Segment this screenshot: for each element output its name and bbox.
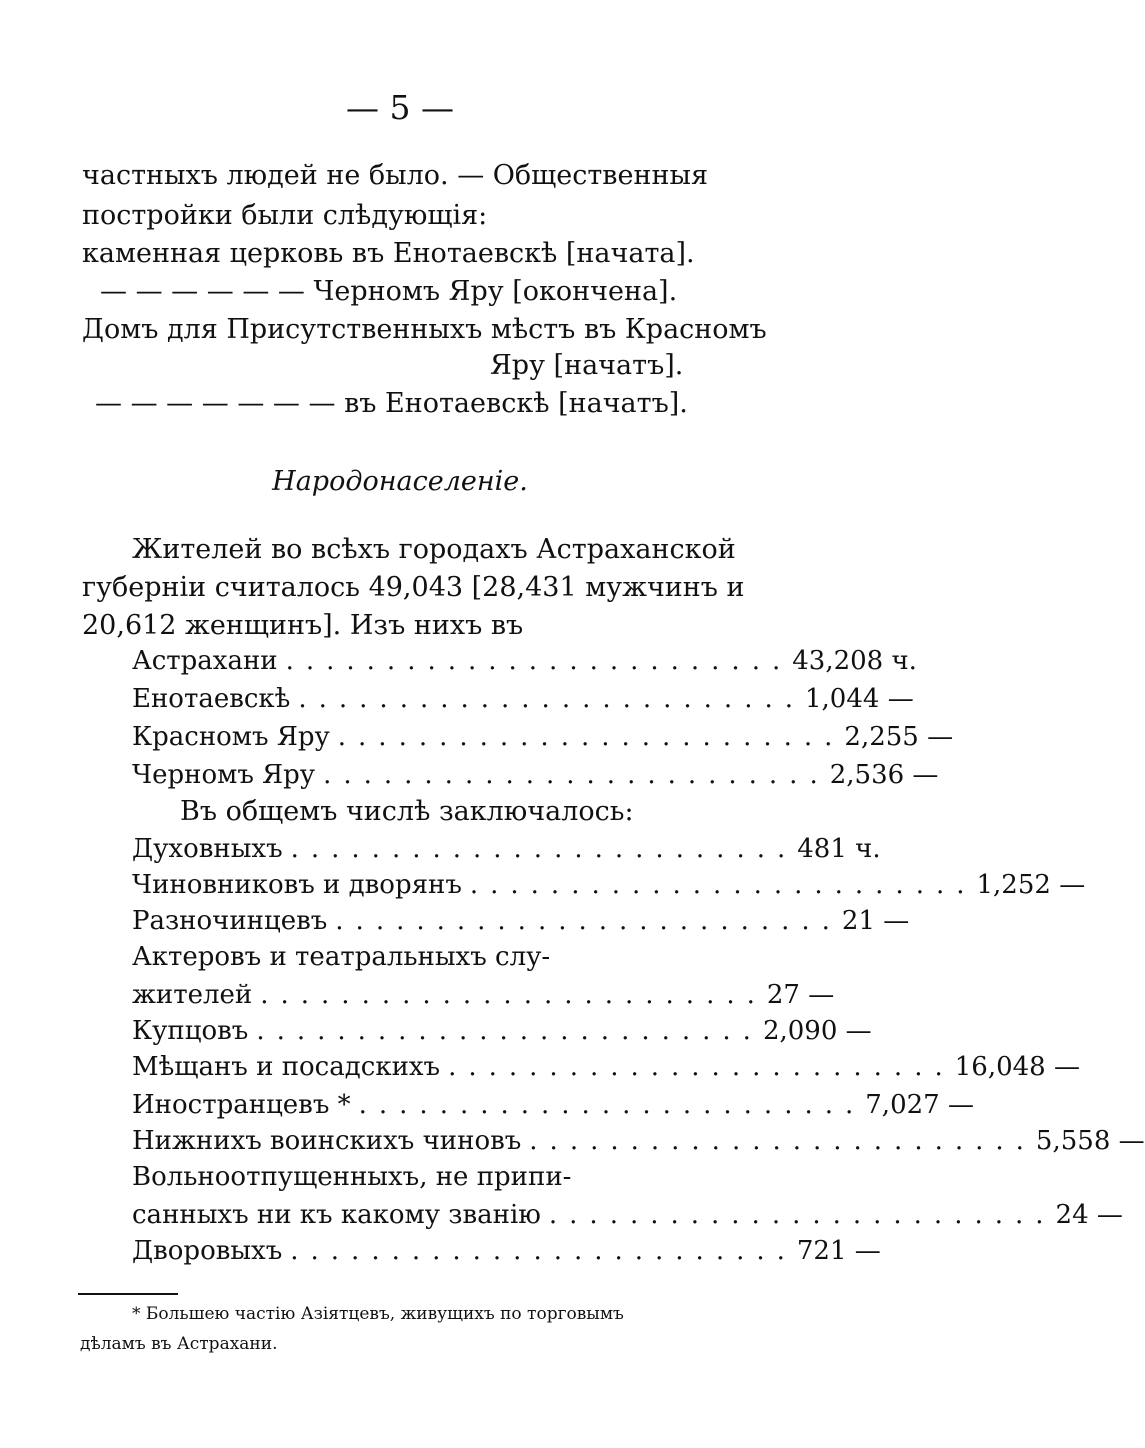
class-row	[132, 1236, 881, 1266]
class-label: Купцовъ	[132, 1016, 249, 1046]
city-label: Красномъ Яру	[132, 722, 330, 752]
class-value: 21 —	[841, 906, 910, 936]
city-value: 2,536 —	[829, 760, 939, 790]
class-value: 1,252 —	[976, 870, 1086, 900]
leader-dots: .........................	[260, 980, 767, 1010]
footnote-line-2: дѣламъ въ Астрахани.	[80, 1334, 278, 1354]
intro-line-5: Домъ для Присутственныхъ мѣстъ въ Красномъ	[82, 314, 767, 345]
intro-line-1: частныхъ людей не было. — Общественныя	[82, 160, 708, 191]
leader-dots: .........................	[529, 1126, 1036, 1156]
class-label: Нижнихъ воинскихъ чиновъ	[132, 1126, 522, 1156]
city-value: 1,044 —	[805, 684, 914, 714]
city-row-krasny-yar	[132, 722, 954, 752]
class-row	[132, 870, 1086, 900]
footnote-rule	[78, 1293, 178, 1295]
class-label: Разночинцевъ	[132, 906, 328, 936]
class-row	[132, 834, 881, 864]
city-label: Черномъ Яру	[132, 760, 316, 790]
class-label: Иностранцевъ *	[132, 1090, 351, 1120]
class-row	[132, 1090, 974, 1120]
class-label: Духовныхъ	[132, 834, 283, 864]
class-value: 16,048 —	[954, 1052, 1080, 1082]
paragraph-line-2: губерніи считалось 49,043 [28,431 мужчинъ и	[82, 572, 745, 603]
intro-line-6: Яру [начатъ].	[490, 350, 684, 381]
leader-dots: .........................	[337, 722, 845, 752]
class-label: Чиновниковъ и дворянъ	[132, 870, 462, 900]
leader-dots: .........................	[335, 906, 842, 936]
class-value: 2,090 —	[762, 1016, 872, 1046]
intro-line-3: каменная церковь въ Енотаевскѣ [начата].	[82, 238, 695, 269]
class-row	[132, 1162, 666, 1192]
city-value: 43,208 ч.	[792, 646, 917, 676]
leader-dots: .........................	[290, 1236, 797, 1266]
class-label: Вольноотпущенныхъ, не припи-	[132, 1162, 572, 1192]
intro-line-7: — — — — — — — въ Енотаевскѣ [начатъ].	[95, 388, 688, 419]
class-label: жителей	[132, 980, 253, 1010]
section-title: Народонаселеніе.	[272, 466, 528, 497]
class-row	[132, 1052, 1080, 1082]
city-label: Енотаевскѣ	[132, 684, 291, 714]
leader-dots: .........................	[298, 684, 805, 714]
leader-dots: .........................	[469, 870, 977, 900]
class-row	[132, 1016, 872, 1046]
leader-dots: .........................	[448, 1052, 955, 1082]
class-value: 24 —	[1055, 1200, 1123, 1230]
leader-dots: .........................	[358, 1090, 866, 1120]
class-label: Актеровъ и театральныхъ слу-	[132, 942, 551, 972]
class-row	[132, 980, 835, 1010]
leader-dots: .........................	[323, 760, 830, 790]
class-value: 5,558 —	[1035, 1126, 1145, 1156]
class-value: 27 —	[766, 980, 835, 1010]
classes-heading: Въ общемъ числѣ заключалось:	[180, 796, 634, 827]
city-label: Астрахани	[132, 646, 278, 676]
class-row	[132, 1200, 1123, 1230]
class-label: Дворовыхъ	[132, 1236, 283, 1266]
class-row	[132, 906, 910, 936]
paragraph-line-3: 20,612 женщинъ]. Изъ нихъ въ	[82, 610, 524, 641]
page-number: — 5 —	[346, 88, 454, 127]
city-row-cherny-yar	[132, 760, 939, 790]
city-value: 2,255 —	[844, 722, 954, 752]
class-value: 721 —	[796, 1236, 881, 1266]
class-row	[132, 942, 666, 972]
leader-dots: .........................	[548, 1200, 1056, 1230]
class-label: санныхъ ни къ какому званію	[132, 1200, 541, 1230]
footnote-line-1: * Большею частію Азіятцевъ, живущихъ по торговымъ	[132, 1304, 624, 1324]
class-value: 7,027 —	[865, 1090, 974, 1120]
class-row	[132, 1126, 1145, 1156]
intro-line-4: — — — — — — Черномъ Яру [окончена].	[100, 276, 678, 307]
intro-line-2: постройки были слѣдующія:	[82, 200, 488, 231]
city-row-astrakhan	[132, 646, 917, 676]
leader-dots: .........................	[285, 646, 793, 676]
class-value: 481 ч.	[797, 834, 881, 864]
leader-dots: .........................	[256, 1016, 763, 1046]
leader-dots: .........................	[290, 834, 798, 864]
paragraph-line-1: Жителей во всѣхъ городахъ Астраханской	[132, 534, 736, 565]
class-label: Мѣщанъ и посадскихъ	[132, 1052, 441, 1082]
city-row-enotaevsk	[132, 684, 914, 714]
